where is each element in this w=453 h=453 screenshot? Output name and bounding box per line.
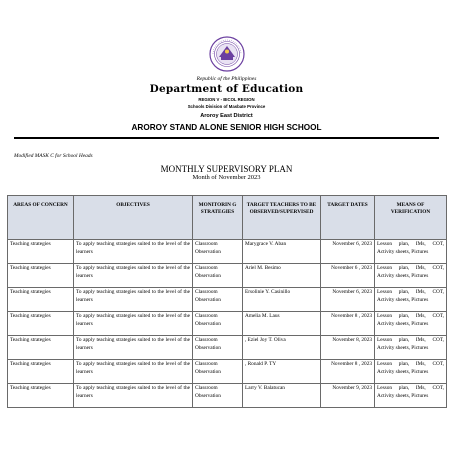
cell-objective: To apply teaching strategies suited to the level of the learners bbox=[74, 360, 193, 384]
cell-verification: Lesson plan, IMs, COT, Activity sheets, Pictures bbox=[375, 312, 447, 336]
cell-date: November 6, 2023 bbox=[321, 240, 375, 264]
cell-teacher: Amelia M. Laus bbox=[243, 312, 321, 336]
document-month: Month of November 2023 bbox=[192, 174, 261, 181]
department-line: Department of Education bbox=[149, 83, 304, 95]
cell-area: Teaching strategies bbox=[8, 288, 74, 312]
cell-strategy: Classroom Observation bbox=[193, 312, 243, 336]
cell-date: November 8, 2023 bbox=[321, 336, 375, 360]
cell-strategy: Classroom Observation bbox=[193, 384, 243, 408]
cell-area: Teaching strategies bbox=[8, 384, 74, 408]
cell-verification: Lesson plan, IMs, COT, Activity sheets, Pictures bbox=[375, 384, 447, 408]
table-row bbox=[8, 360, 447, 384]
table-header-row bbox=[8, 196, 447, 240]
cell-teacher: Ersolinie Y. Casinillo bbox=[243, 288, 321, 312]
district-line: Aroroy East District bbox=[200, 113, 253, 119]
cell-verification: Lesson plan, IMs, COT, Activity sheets, Pictures bbox=[375, 264, 447, 288]
cell-strategy: Classroom Observation bbox=[193, 264, 243, 288]
cell-objective: To apply teaching strategies suited to the level of the learners bbox=[74, 336, 193, 360]
cell-objective: To apply teaching strategies suited to the level of the learners bbox=[74, 264, 193, 288]
cell-strategy: Classroom Observation bbox=[193, 240, 243, 264]
header-strategies: MONITORIN G STRATEGIES bbox=[193, 196, 243, 240]
table-row bbox=[8, 288, 447, 312]
cell-objective: To apply teaching strategies suited to the level of the learners bbox=[74, 312, 193, 336]
table-row bbox=[8, 240, 447, 264]
cell-teacher: Ariel M. Besimo bbox=[243, 264, 321, 288]
header-teachers: TARGET TEACHERS TO BE OBSERVED/SUPERVISED bbox=[243, 196, 321, 240]
cell-objective: To apply teaching strategies suited to the level of the learners bbox=[74, 384, 193, 408]
deped-seal-icon bbox=[209, 36, 245, 72]
table-row bbox=[8, 336, 447, 360]
header-dates: TARGET DATES bbox=[321, 196, 375, 240]
table-row bbox=[8, 264, 447, 288]
supervisory-plan-table bbox=[7, 195, 447, 408]
cell-verification: Lesson plan, IMs, COT, Activity sheets, Pictures bbox=[375, 336, 447, 360]
table-row bbox=[8, 312, 447, 336]
form-label: Modified MASK C for School Heads bbox=[14, 153, 93, 159]
cell-area: Teaching strategies bbox=[8, 336, 74, 360]
cell-teacher: Marygrace V. Aban bbox=[243, 240, 321, 264]
cell-objective: To apply teaching strategies suited to the level of the learners bbox=[74, 240, 193, 264]
cell-area: Teaching strategies bbox=[8, 240, 74, 264]
cell-date: November 6 , 2023 bbox=[321, 264, 375, 288]
header-verification: MEANS OF VERIFICATION bbox=[375, 196, 447, 240]
cell-strategy: Classroom Observation bbox=[193, 360, 243, 384]
cell-verification: Lesson plan, IMs, COT, Activity sheets, Pictures bbox=[375, 360, 447, 384]
cell-strategy: Classroom Observation bbox=[193, 288, 243, 312]
cell-area: Teaching strategies bbox=[8, 264, 74, 288]
cell-verification: Lesson plan, IMs, COT, Activity sheets, Pictures bbox=[375, 288, 447, 312]
header-area: AREAS OF CONCERN bbox=[8, 196, 74, 240]
region-line: REGION V - BICOL REGION bbox=[198, 97, 255, 102]
cell-teacher: Larry V. Balatucan bbox=[243, 384, 321, 408]
cell-objective: To apply teaching strategies suited to the level of the learners bbox=[74, 288, 193, 312]
table-row bbox=[8, 384, 447, 408]
document-title: MONTHLY SUPERVISORY PLAN bbox=[160, 164, 293, 174]
cell-verification: Lesson plan, IMs, COT, Activity sheets, Pictures bbox=[375, 240, 447, 264]
cell-strategy: Classroom Observation bbox=[193, 336, 243, 360]
cell-date: November 6, 2023 bbox=[321, 288, 375, 312]
cell-date: November 8 , 2023 bbox=[321, 360, 375, 384]
school-name: AROROY STAND ALONE SENIOR HIGH SCHOOL bbox=[131, 123, 322, 132]
letterhead-divider bbox=[14, 137, 439, 139]
cell-date: November 9, 2023 bbox=[321, 384, 375, 408]
republic-line: Republic of the Philippines bbox=[196, 76, 257, 82]
cell-teacher: , Eziel Joy T. Oliva bbox=[243, 336, 321, 360]
cell-area: Teaching strategies bbox=[8, 360, 74, 384]
header-objectives: OBJECTIVES bbox=[74, 196, 193, 240]
cell-area: Teaching strategies bbox=[8, 312, 74, 336]
cell-date: November 8 , 2023 bbox=[321, 312, 375, 336]
cell-teacher: , Ronald P. TY bbox=[243, 360, 321, 384]
division-line: Schools Division of Masbate Province bbox=[187, 104, 266, 109]
